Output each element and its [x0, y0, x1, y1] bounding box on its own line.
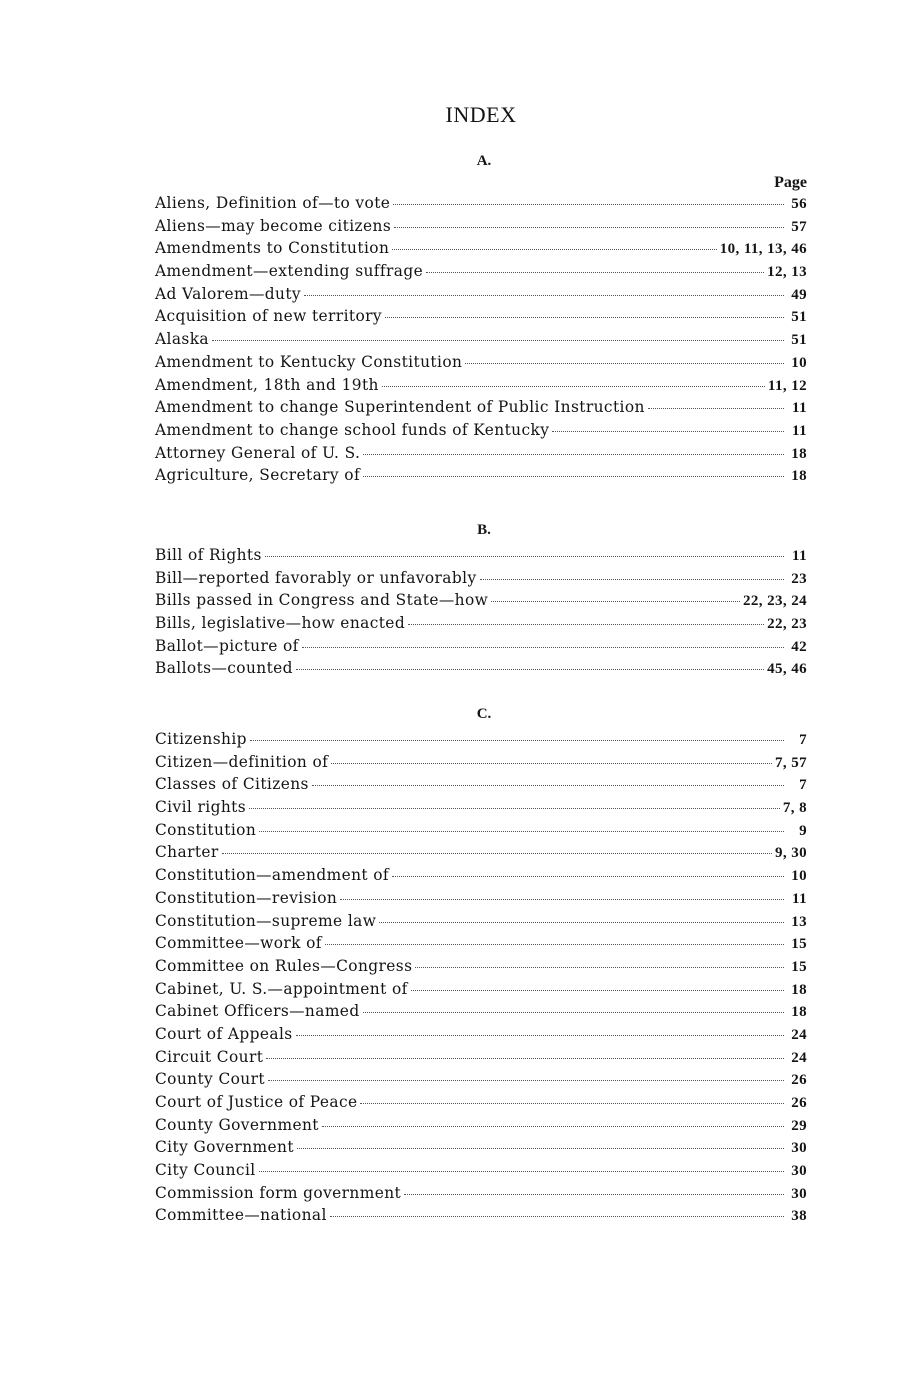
- dot-leader: [491, 601, 740, 602]
- dot-leader: [312, 785, 784, 786]
- entry-label: Court of Justice of Peace: [155, 1093, 358, 1111]
- entry-label: Cabinet, U. S.—appointment of: [155, 979, 408, 998]
- index-entry: [155, 262, 807, 285]
- entry-label: Charter: [155, 843, 219, 862]
- dot-leader: [480, 579, 784, 580]
- index-entry: [155, 753, 807, 776]
- entry-label: Constitution—amendment of: [155, 866, 390, 885]
- entry-label: City Council: [155, 1161, 256, 1180]
- entry-pages: 7: [799, 732, 807, 748]
- entry-pages: 29: [791, 1117, 807, 1134]
- entry-label: Amendment to change Superintendent of Public Instruction: [155, 398, 645, 417]
- index-entry: [155, 798, 807, 821]
- dot-leader: [259, 1171, 784, 1172]
- index-section-b: [155, 522, 807, 682]
- entry-pages: 30: [791, 1140, 807, 1157]
- dot-leader: [331, 763, 772, 764]
- dot-leader: [465, 363, 784, 364]
- index-section-c: [155, 706, 807, 1229]
- entry-pages: 49: [791, 286, 807, 303]
- entry-pages: 11, 12: [767, 377, 807, 394]
- entry-label: Acquisition of new territory: [155, 307, 382, 326]
- index-entry: [155, 912, 807, 935]
- index-section-a: [155, 153, 807, 489]
- dot-leader: [249, 808, 780, 809]
- entry-label: Classes of Citizens: [155, 775, 309, 794]
- index-entry: [155, 569, 807, 592]
- index-entry: [155, 466, 807, 489]
- dot-leader: [408, 624, 764, 625]
- entry-label: County Court: [155, 1070, 265, 1089]
- dot-leader: [222, 853, 772, 854]
- index-entry: [155, 659, 807, 682]
- entry-pages: 13: [791, 913, 807, 930]
- dot-leader: [266, 1058, 784, 1059]
- entry-label: Aliens—may become citizens: [155, 216, 392, 235]
- dot-leader: [363, 1012, 784, 1013]
- entry-pages: 11: [792, 422, 807, 439]
- dot-leader: [363, 476, 784, 477]
- entry-pages: 18: [791, 445, 807, 462]
- entry-label: Committee—work of: [155, 934, 322, 953]
- entry-pages: 15: [791, 936, 807, 953]
- dot-leader: [411, 990, 784, 991]
- entry-pages: 10: [791, 354, 807, 371]
- entry-pages: 18: [791, 1004, 807, 1021]
- dot-leader: [552, 431, 784, 432]
- index-entry: [155, 821, 807, 844]
- dot-leader: [415, 967, 784, 968]
- entry-pages: 38: [791, 1208, 807, 1225]
- dot-leader: [268, 1080, 784, 1081]
- dot-leader: [297, 1148, 784, 1149]
- entry-label: Amendment—extending suffrage: [155, 262, 424, 281]
- entry-label: Ad Valorem—duty: [155, 284, 302, 303]
- entry-label: Bill—reported favorably or unfavorably: [155, 568, 477, 587]
- entry-pages: 12, 13: [767, 264, 807, 281]
- dot-leader: [379, 922, 784, 923]
- entry-label: Citizenship: [155, 730, 247, 748]
- index-entry: [155, 934, 807, 957]
- entry-label: Committee on Rules—Congress: [155, 956, 413, 975]
- entry-pages: 11: [792, 890, 807, 907]
- dot-leader: [250, 740, 784, 741]
- entry-label: Committee—national: [155, 1206, 327, 1225]
- index-entry: [155, 1116, 807, 1139]
- index-entry: [155, 1206, 807, 1229]
- entry-label: Circuit Court: [155, 1047, 264, 1066]
- entry-pages: 18: [791, 981, 807, 998]
- dot-leader: [363, 454, 784, 455]
- entry-label: Amendment, 18th and 19th: [155, 375, 379, 394]
- index-entry: [155, 444, 807, 467]
- page-title: INDEX: [445, 102, 517, 127]
- index-entry: [155, 889, 807, 912]
- index-entry: [155, 957, 807, 980]
- entry-pages: 10: [791, 868, 807, 885]
- index-entry: [155, 980, 807, 1003]
- dot-leader: [385, 317, 784, 318]
- entry-pages: 11: [792, 400, 807, 417]
- entry-pages: 57: [791, 218, 807, 235]
- dot-leader: [304, 295, 784, 296]
- section-letter: B.: [477, 522, 491, 538]
- entry-label: Bills passed in Congress and State—how: [155, 591, 489, 610]
- entry-pages: 9, 30: [775, 845, 807, 862]
- entry-label: Citizen—definition of: [155, 752, 329, 771]
- dot-leader: [330, 1216, 784, 1217]
- index-entry: [155, 217, 807, 240]
- entry-pages: 51: [791, 332, 807, 349]
- index-entry: [155, 1184, 807, 1207]
- entry-pages: 26: [791, 1095, 807, 1111]
- index-entry: [155, 843, 807, 866]
- entry-pages: 26: [791, 1072, 807, 1089]
- entry-pages: 30: [791, 1185, 807, 1202]
- entry-pages: 7, 8: [782, 800, 807, 817]
- entry-label: Bill of Rights: [155, 546, 262, 564]
- index-entry: [155, 1002, 807, 1025]
- dot-leader: [392, 876, 784, 877]
- entry-label: City Government: [155, 1138, 294, 1157]
- entry-label: Agriculture, Secretary of: [155, 466, 361, 485]
- dot-leader: [382, 386, 765, 387]
- entry-label: Constitution: [155, 820, 257, 839]
- index-entry: [155, 546, 807, 569]
- entry-pages: 9: [799, 822, 807, 839]
- dot-leader: [393, 204, 784, 205]
- index-entry: [155, 1048, 807, 1071]
- entry-pages: 56: [791, 196, 807, 212]
- dot-leader: [340, 899, 784, 900]
- dot-leader: [296, 1035, 784, 1036]
- entry-label: Aliens, Definition of—to vote: [155, 194, 391, 212]
- dot-leader: [265, 556, 784, 557]
- entry-pages: 22, 23: [767, 616, 807, 633]
- dot-leader: [325, 944, 784, 945]
- index-entry: [155, 307, 807, 330]
- page-column-header: Page: [774, 174, 807, 191]
- index-entry: [155, 1093, 807, 1116]
- entry-pages: 45, 46: [767, 661, 807, 678]
- entry-label: Civil rights: [155, 798, 247, 817]
- entry-label: Constitution—supreme law: [155, 911, 377, 930]
- entry-label: County Government: [155, 1115, 319, 1134]
- entry-pages: 51: [791, 309, 807, 326]
- entry-pages: 42: [791, 638, 807, 655]
- index-entry: [155, 730, 807, 753]
- index-entry: [155, 239, 807, 262]
- index-entry: [155, 637, 807, 660]
- dot-leader: [302, 647, 784, 648]
- index-entry: [155, 376, 807, 399]
- entry-pages: 18: [791, 468, 807, 485]
- dot-leader: [426, 272, 764, 273]
- index-entry: [155, 421, 807, 444]
- dot-leader: [360, 1103, 784, 1104]
- entry-pages: 22, 23, 24: [743, 593, 807, 610]
- index-entry: [155, 614, 807, 637]
- entry-label: Amendment to change school funds of Kentucky: [155, 420, 550, 439]
- entry-pages: 23: [791, 570, 807, 587]
- dot-leader: [648, 408, 784, 409]
- entry-pages: 15: [791, 958, 807, 975]
- section-letter: C.: [476, 706, 492, 722]
- entry-label: Ballots—counted: [155, 659, 293, 678]
- index-entry: [155, 1138, 807, 1161]
- section-letter: A.: [476, 153, 492, 169]
- index-entry: [155, 866, 807, 889]
- index-entry: [155, 330, 807, 353]
- dot-leader: [404, 1194, 784, 1195]
- entry-label: Cabinet Officers—named: [155, 1002, 360, 1021]
- entry-label: Court of Appeals: [155, 1024, 293, 1043]
- entry-label: Attorney General of U. S.: [155, 443, 361, 462]
- index-entry: [155, 194, 807, 217]
- index-entry: [155, 353, 807, 376]
- dot-leader: [322, 1126, 784, 1127]
- entry-label: Amendments to Constitution: [155, 239, 390, 258]
- entry-pages: 24: [791, 1026, 807, 1043]
- entry-pages: 10, 11, 13, 46: [719, 241, 807, 258]
- index-entry: [155, 1161, 807, 1184]
- dot-leader: [394, 227, 784, 228]
- dot-leader: [259, 831, 784, 832]
- entry-label: Amendment to Kentucky Constitution: [155, 352, 463, 371]
- index-entry: [155, 775, 807, 798]
- entry-pages: 7: [799, 777, 807, 794]
- entry-label: Ballot—picture of: [155, 636, 299, 655]
- index-entry: [155, 398, 807, 421]
- dot-leader: [392, 249, 716, 250]
- index-entry: [155, 285, 807, 308]
- index-entry: [155, 591, 807, 614]
- entry-label: Commission form government: [155, 1183, 402, 1202]
- entry-label: Bills, legislative—how enacted: [155, 614, 406, 633]
- entry-pages: 7, 57: [775, 754, 807, 771]
- index-entry: [155, 1025, 807, 1048]
- entry-label: Constitution—revision: [155, 888, 338, 907]
- entry-pages: 24: [791, 1049, 807, 1066]
- dot-leader: [212, 340, 784, 341]
- entry-pages: 11: [792, 548, 807, 564]
- index-entry: [155, 1070, 807, 1093]
- dot-leader: [296, 669, 764, 670]
- entry-label: Alaska: [155, 330, 210, 349]
- entry-pages: 30: [791, 1163, 807, 1180]
